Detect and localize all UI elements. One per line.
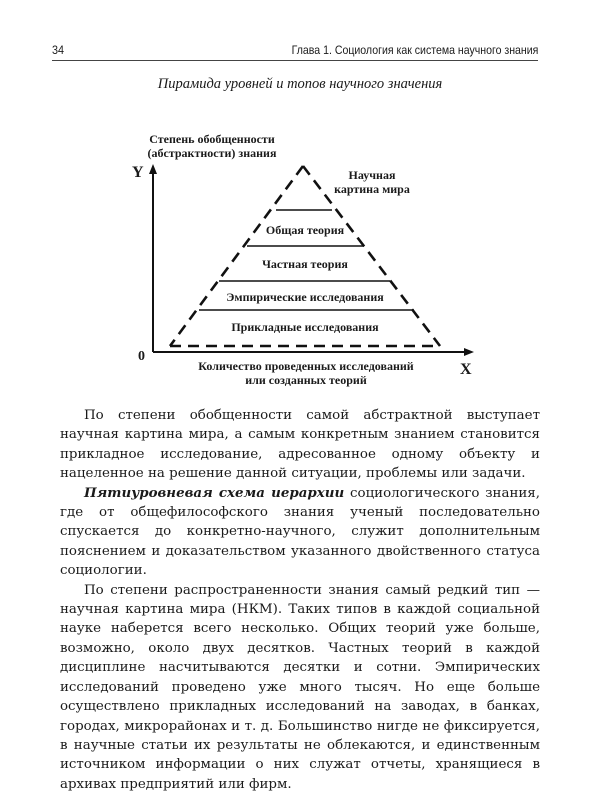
x-axis-arrow-icon bbox=[464, 348, 474, 356]
y-axis-letter: Y bbox=[132, 164, 144, 181]
level-label-empirical-research: Эмпирические исследования bbox=[226, 290, 384, 304]
pyramid-left-edge bbox=[170, 166, 303, 346]
level-label-nkm-line2: картина мира bbox=[334, 182, 410, 196]
y-axis-label-line2: (абстрактности) знания bbox=[147, 146, 277, 160]
y-axis-label-line1: Степень обобщенности bbox=[149, 132, 275, 146]
body-text bbox=[60, 406, 540, 794]
y-axis-arrow-icon bbox=[149, 164, 157, 174]
level-label-applied-research: Прикладные исследования bbox=[231, 320, 379, 334]
paragraph-2 bbox=[60, 484, 540, 581]
page-number: 34 bbox=[52, 43, 65, 57]
origin-label: 0 bbox=[138, 349, 145, 364]
x-axis-label-line1: Количество проведенных исследований bbox=[198, 359, 414, 373]
figure-title: Пирамида уровней и топов научного значения bbox=[157, 76, 443, 92]
paragraph-2-emphasis: Пятиуровневая схема иерархии bbox=[84, 484, 345, 501]
level-label-particular-theory: Частная теория bbox=[262, 257, 348, 271]
running-head: Глава 1. Социология как система научного знания bbox=[291, 43, 538, 57]
paragraph-3: По степени распространенности знания самый редкий тип — научная картина мира (НКМ). Таких типов в каждой социальной науке наберется всего несколько. Общих теорий уже больше, возможно, около двух десятков. Частных теорий в каждой дисциплине насчитываются десятки и сотни. Эмпирических исследований проведено уже много тысяч. Но еще больше осуществлено прикладных исследований на заводах, в банках, городах, микрорайонах и т. д. Большинство нигде не фиксируется, в научные статьи их результаты не облекаются, и единственным источником информации о них служат отчеты, хранящиеся в архивах предприятий или фирм. bbox=[60, 582, 540, 792]
x-axis-letter: X bbox=[460, 361, 472, 378]
paragraph-2-text: социологического знания, где от общефилософского знания ученый последовательно спускается до конкретно-научного, служит дополнительным пояснением и доказательством указанного двойственного статуса социологии. bbox=[60, 485, 540, 579]
paragraph-1: По степени обобщенности самой абстрактной выступает научная картина мира, а самым конкретным знанием становится прикладное исследование, адресованное одному объекту и нацеленное на решение данной ситуации, проблемы или задачи. bbox=[60, 408, 540, 482]
x-axis-label-line2: или созданных теорий bbox=[245, 373, 367, 387]
level-label-nkm-line1: Научная bbox=[348, 168, 396, 182]
level-label-general-theory: Общая теория bbox=[265, 223, 345, 237]
